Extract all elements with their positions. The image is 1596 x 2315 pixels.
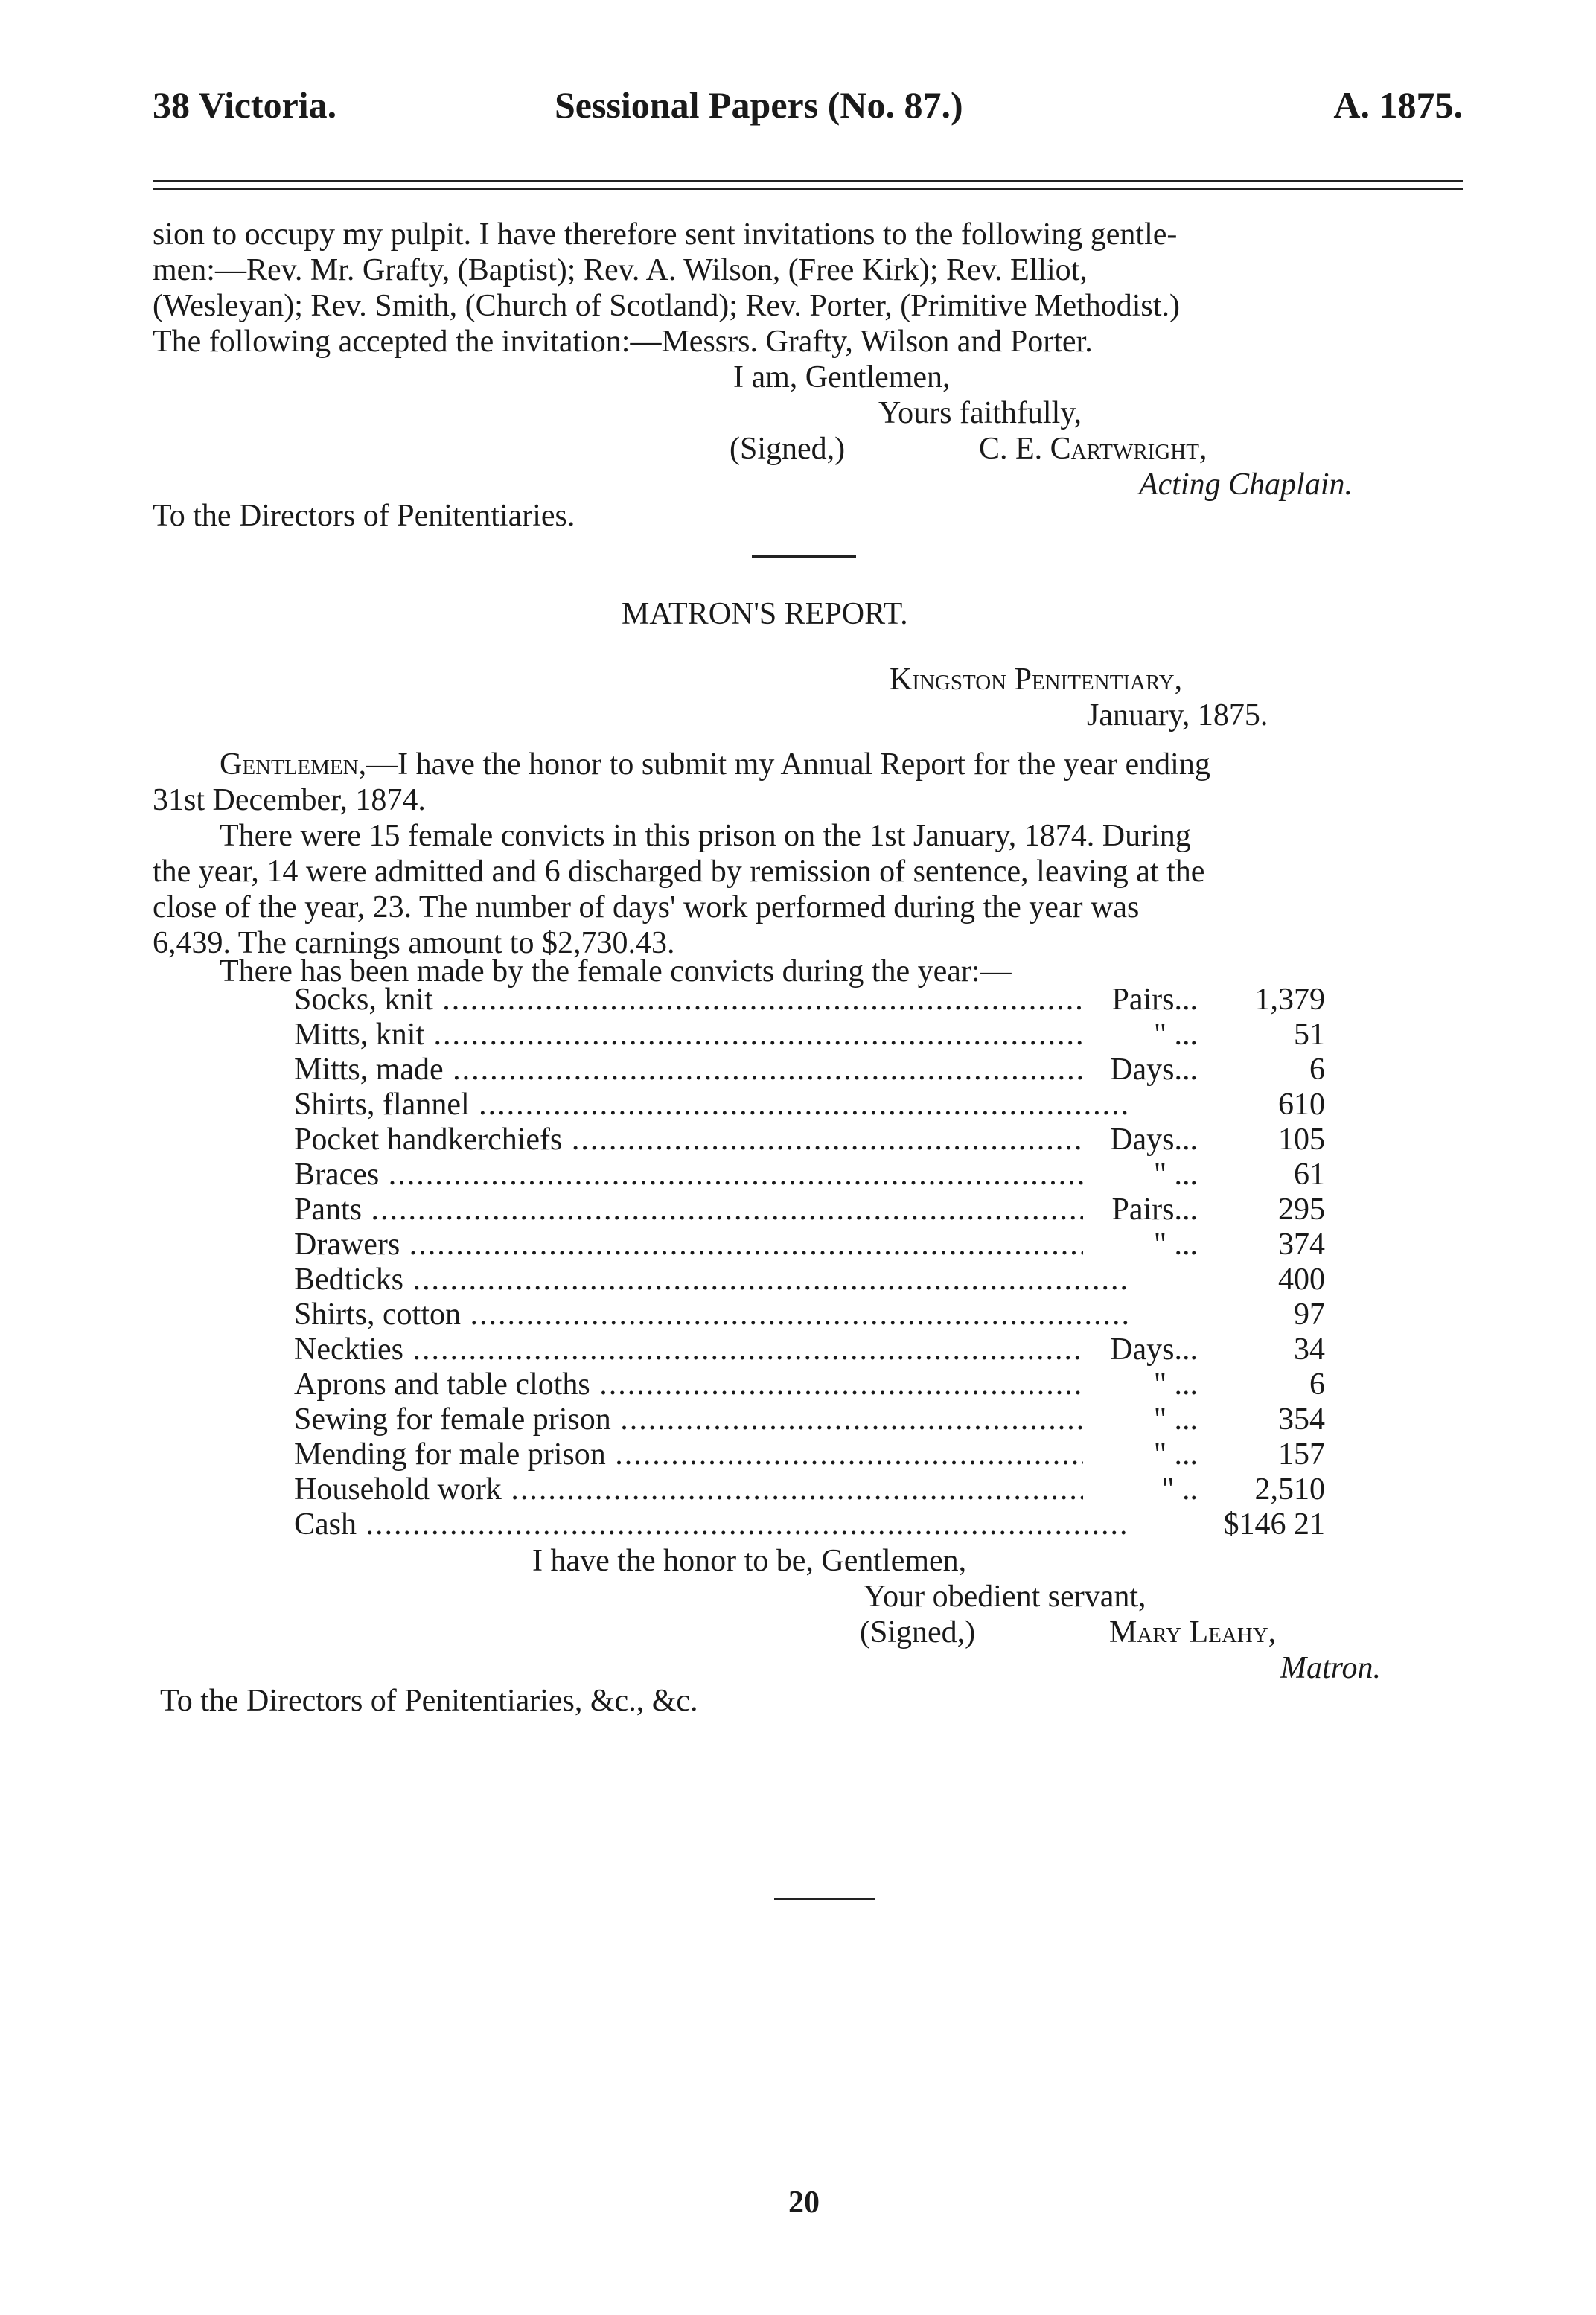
matron-valediction: Your obedient servant, [864, 1580, 1146, 1614]
end-divider [774, 1898, 875, 1900]
matron-para2-line2: the year, 14 were admitted and 6 discharged by remission of sentence, leaving at the [153, 855, 1205, 889]
chaplain-line-2: men:—Rev. Mr. Grafty, (Baptist); Rev. A. Wilson, (Free Kirk); Rev. Elliot, [153, 253, 1088, 287]
header-rule-bottom [153, 188, 1463, 190]
matron-closing: I have the honor to be, Gentlemen, [532, 1544, 967, 1578]
chaplain-signed: (Signed,) [730, 432, 846, 466]
matron-para1-line2: 31st December, 1874. [153, 783, 426, 817]
list-item: Shirts, cotton ..... 97 [294, 1297, 1325, 1332]
list-item: Cash ..... $146 21 [294, 1507, 1325, 1542]
matron-signer: Mary Leahy, [1109, 1615, 1277, 1650]
list-item: Neckties ..... Days... 34 [294, 1332, 1325, 1367]
para1-text: —I have the honor to submit my Annual Report for the year ending [366, 747, 1210, 782]
matron-title: Matron. [1280, 1651, 1381, 1685]
chaplain-closing: I am, Gentlemen, [733, 360, 951, 395]
list-item: Household work ..... " .. 2,510 [294, 1472, 1325, 1507]
list-item: Drawers ..... " ... 374 [294, 1227, 1325, 1262]
list-item: Socks, knit ..... Pairs... 1,379 [294, 983, 1325, 1018]
list-item: Pants ..... Pairs... 295 [294, 1192, 1325, 1227]
page-number: 20 [788, 2185, 820, 2220]
list-item: Aprons and table cloths ..... " ... 6 [294, 1367, 1325, 1402]
chaplain-valediction: Yours faithfully, [878, 396, 1082, 430]
list-item: Mitts, knit ..... " ... 51 [294, 1018, 1325, 1053]
list-item: Braces ..... " ... 61 [294, 1158, 1325, 1192]
section-divider [752, 555, 856, 558]
header-year: A. 1875. [1333, 84, 1463, 126]
list-item: Sewing for female prison ..... " ... 354 [294, 1402, 1325, 1437]
matron-para2-line4: 6,439. The carnings amount to $2,730.43. [153, 926, 675, 960]
chaplain-title: Acting Chaplain. [1139, 467, 1353, 502]
header-session: 38 Victoria. [153, 84, 337, 126]
matron-report-heading: MATRON'S REPORT. [622, 597, 908, 631]
header-papers: Sessional Papers (No. 87.) [555, 84, 963, 126]
matron-signed: (Signed,) [860, 1615, 976, 1650]
chaplain-signer: C. E. Cartwright, [979, 432, 1207, 466]
list-item: Pocket handkerchiefs ..... Days... 105 [294, 1123, 1325, 1158]
list-item: Shirts, flannel ..... 610 [294, 1088, 1325, 1123]
matron-para1-line1 [220, 746, 1210, 783]
salutation: Gentlemen, [220, 747, 367, 782]
list-item: Bedticks ..... 400 [294, 1262, 1325, 1297]
matron-addressee: To the Directors of Penitentiaries, &c., &c. [160, 1684, 698, 1718]
header-rule-top [153, 180, 1463, 182]
list-item: Mitts, made ..... Days... 6 [294, 1053, 1325, 1088]
page-header [153, 83, 1463, 135]
matron-para2-line1: There were 15 female convicts in this prison on the 1st January, 1874. During [220, 819, 1191, 853]
matron-report-date: January, 1875. [1087, 698, 1268, 732]
chaplain-line-4: The following accepted the invitation:—Messrs. Grafty, Wilson and Porter. [153, 325, 1093, 359]
items-intro: There has been made by the female convicts during the year:— [220, 954, 1012, 989]
chaplain-line-3: (Wesleyan); Rev. Smith, (Church of Scotland); Rev. Porter, (Primitive Methodist.) [153, 289, 1180, 323]
matron-report-place: Kingston Penitentiary, [890, 662, 1183, 697]
matron-para2-line3: close of the year, 23. The number of days' work performed during the year was [153, 890, 1140, 925]
items-list [294, 983, 1325, 1542]
chaplain-line-1: sion to occupy my pulpit. I have therefore sent invitations to the following gentle- [153, 217, 1178, 252]
list-item: Mending for male prison ..... " ... 157 [294, 1437, 1325, 1472]
chaplain-addressee: To the Directors of Penitentiaries. [153, 499, 575, 533]
